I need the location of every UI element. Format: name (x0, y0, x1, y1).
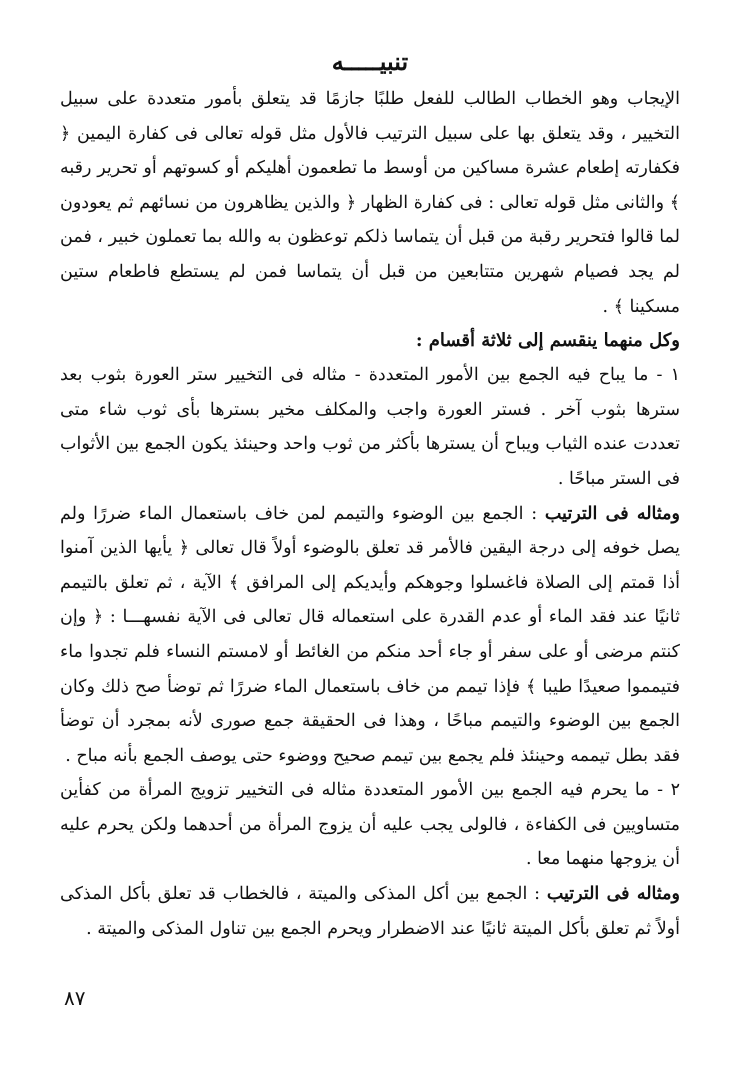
paragraph-body: : الجمع بين الوضوء والتيمم لمن خاف باستعمال الماء ضررًا ولم يصل خوفه إلى درجة اليقين فالأمر قد تعلق بالوضوء أولاً قال تعالى ﴿ يأيها الذين آمنوا أذا قمتم إلى الصلاة فاغسلوا وجوهكم وأيديكم إلى المرافق ﴾ الآية ، ثم تعلق بالتيمم ثانيًا عند فقد الماء أو عدم القدرة على استعماله قال تعالى فى الآية نفسهـــا : ﴿ وإن كنتم مرضى أو على سفر أو جاء أحد منكم من الغائط أو لامستم النساء فلم تجدوا ماء فتيمموا صعيدًا طيبا ﴾ فإذا تيمم من خاف باستعمال الماء ضررًا ثم توضأ صح ذلك وكان الجمع بين الوضوء والتيمم مباحًا ، وهذا فى الحقيقة جمع صورى لأنه بمجرد أن توضأ فقد بطل تيممه وحينئذ فلم يجمع بين تيمم صحيح ووضوء حتى يوصف الجمع بأنه مباح . (60, 503, 680, 766)
paragraph-tartib-example (60, 497, 680, 774)
page-number: ٨٧ (64, 986, 86, 1010)
paragraph-first-division: ١ - ما يباح فيه الجمع بين الأمور المتعددة - مثاله فى التخيير ستر العورة بثوب بعد سترها بثوب آخر . فستر العورة واجب والمكلف مخير بسترها بأى ثوب شاء متى تعددت عنده الثياب ويباح أن يسترها بأكثر من ثوب واحد وحينئذ يكون الجمع بين الأثواب فى الستر مباحًا . (60, 365, 680, 489)
paragraph-intro: الإيجاب وهو الخطاب الطالب للفعل طلبًا جازمًا قد يتعلق بأمور متعددة على سبيل التخيير ، وقد يتعلق بها على سبيل الترتيب فالأول مثل قوله تعالى فى كفارة اليمين ﴿ فكفارته إطعام عشرة مساكين من أوسط ما تطعمون أهليكم أو كسوتهم أو تحرير رقبه ﴾ والثانى مثل قوله تعالى : فى كفارة الظهار ﴿ والذين يظاهرون من نسائهم ثم يعودون لما قالوا فتحرير رقبة من قبل أن يتماسا ذلكم توعظون به والله بما تعملون خبير ، فمن لم يجد فصيام شهرين متتابعين من قبل أن يتماسا فمن لم يستطع فاطعام ستين مسكينا ﴾ . (60, 89, 680, 317)
section-heading: وكل منهما ينقسم إلى ثلاثة أقسام : (415, 330, 680, 352)
paragraph-second-tartib-example (60, 877, 680, 946)
paragraph-lead: ومثاله فى الترتيب (544, 503, 680, 524)
paragraph-body: : الجمع بين أكل المذكى والميتة ، فالخطاب قد تعلق بأكل المذكى أولاً ثم تعلق بأكل الميتة ثانيًا عند الاضطرار ويحرم الجمع بين تناول المذكى والميتة . (60, 884, 680, 939)
document-page (60, 44, 680, 946)
paragraph-lead: ومثاله فى الترتيب (546, 884, 680, 905)
page-title: تنبيـــــه (331, 47, 409, 76)
paragraph-second-division: ٢ - ما يحرم فيه الجمع بين الأمور المتعددة مثاله فى التخيير تزويج المرأة من كفأين متساويين فى الكفاءة ، فالولى يجب عليه أن يزوج المرأة من أحدهما ولكن يحرم عليه أن يزوجها منهما معا . (60, 780, 680, 870)
